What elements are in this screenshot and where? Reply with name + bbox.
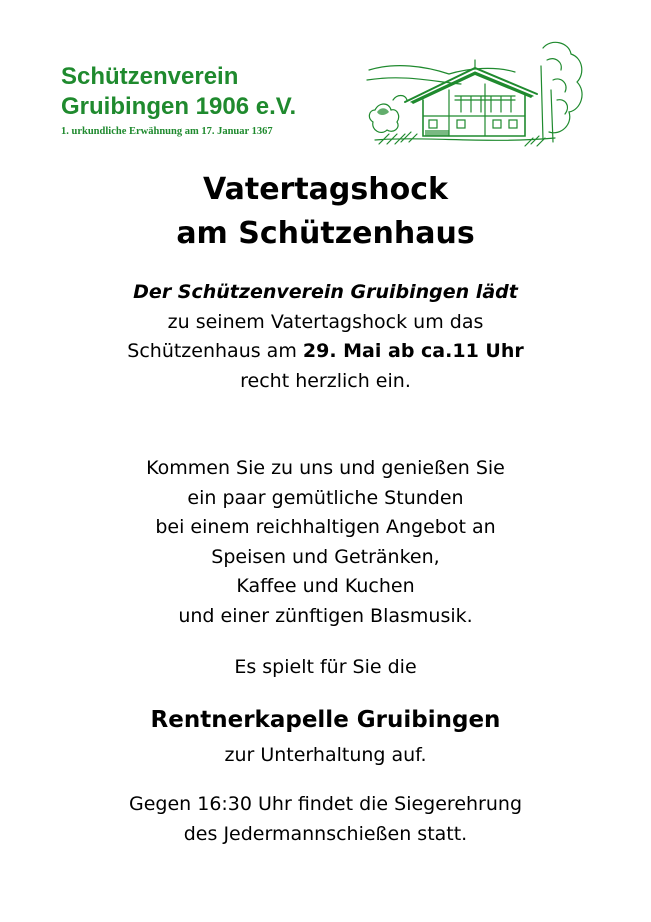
event-date-time: 29. Mai ab ca.11 Uhr xyxy=(302,340,524,362)
ceremony-line1: Gegen 16:30 Uhr findet die Siegerehrung xyxy=(128,793,523,815)
letterhead xyxy=(0,0,651,160)
band-name: Rentnerkapelle Gruibingen xyxy=(150,706,501,733)
offer-paragraph xyxy=(0,454,651,631)
schuetzenhaus-drawing-icon xyxy=(365,40,587,152)
offer-line2: ein paar gemütliche Stunden xyxy=(187,486,464,509)
invitation-paragraph xyxy=(0,278,651,396)
flyer-body xyxy=(0,165,651,849)
club-name-line1: Schützenverein xyxy=(61,63,239,90)
ceremony-paragraph xyxy=(0,790,651,849)
offer-line1: Kommen Sie zu uns und genießen Sie xyxy=(146,457,505,479)
invitation-line3-text: Schützenhaus am xyxy=(127,340,303,362)
music-outro: zur Unterhaltung auf. xyxy=(224,743,427,766)
club-name-line2: Gruibingen 1906 e.V. xyxy=(61,93,297,120)
event-title-line1: Vatertagshock xyxy=(203,172,448,207)
ceremony-line2: des Jedermannschießen statt. xyxy=(183,822,468,845)
invitation-line1: Der Schützenverein Gruibingen lädt xyxy=(133,281,518,303)
club-founding-note: 1. urkundliche Erwähnung am 17. Januar 1367 xyxy=(61,126,273,137)
invitation-line4: recht herzlich ein. xyxy=(240,369,411,392)
offer-line6: und einer zünftigen Blasmusik. xyxy=(178,604,473,627)
event-title xyxy=(0,168,651,256)
offer-line4: Speisen und Getränken, xyxy=(211,545,440,568)
event-title-line2: am Schützenhaus xyxy=(176,216,475,251)
music-intro: Es spielt für Sie die xyxy=(234,656,417,678)
offer-line3: bei einem reichhaltigen Angebot an xyxy=(155,516,496,538)
club-name xyxy=(61,62,296,122)
offer-line5: Kaffee und Kuchen xyxy=(236,575,415,597)
invitation-line2: zu seinem Vatertagshock um das xyxy=(167,310,484,333)
invitation-line3 xyxy=(0,337,651,367)
